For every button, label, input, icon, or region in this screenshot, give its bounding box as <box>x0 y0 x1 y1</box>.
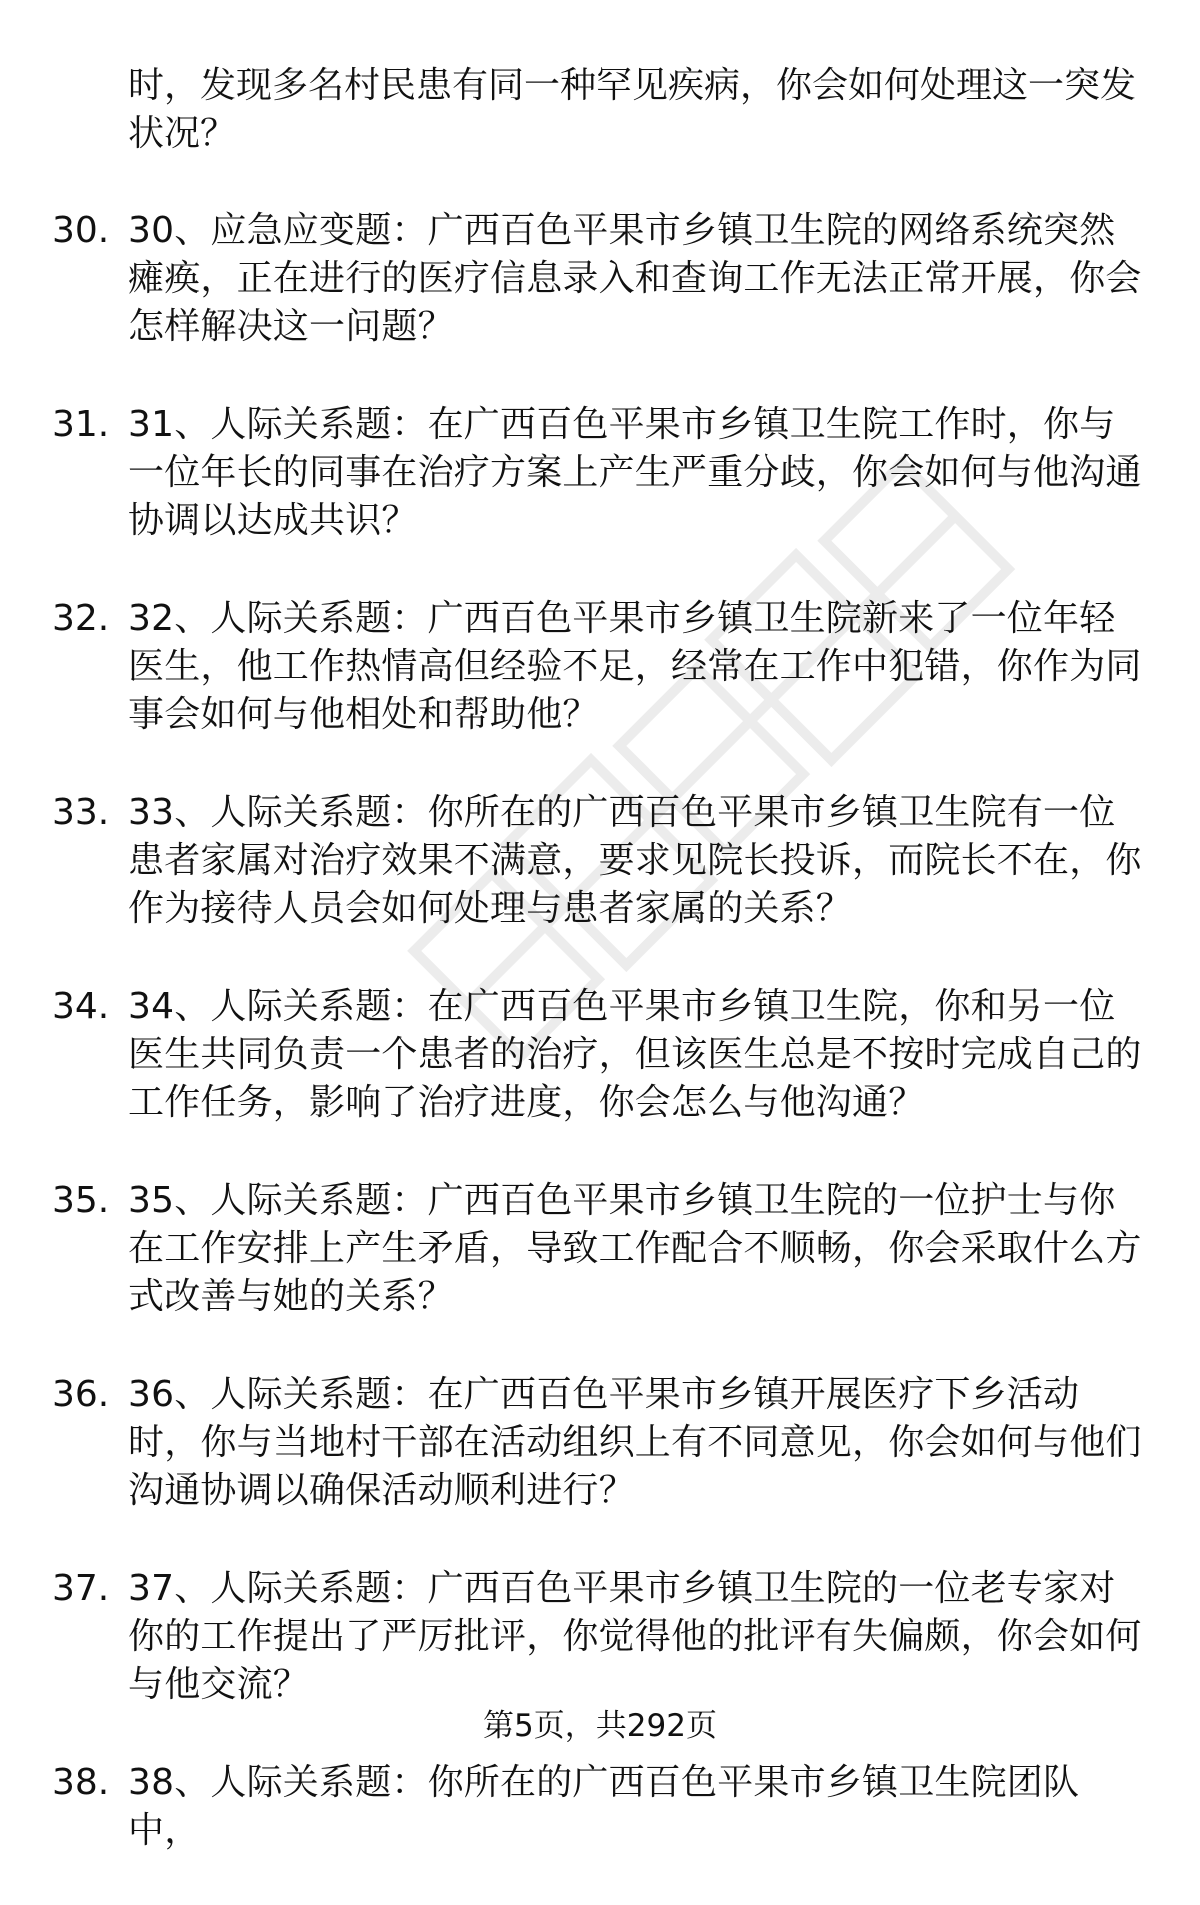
item-number: 32. <box>52 598 110 639</box>
list-item <box>52 401 1150 545</box>
item-number: 36. <box>52 1374 110 1415</box>
item-number: 38. <box>52 1762 110 1803</box>
item-text: 36、人际关系题：在广西百色平果市乡镇开展医疗下乡活动时，你与当地村干部在活动组织上有不同意见，你会如何与他们沟通协调以确保活动顺利进行？ <box>128 1374 1142 1511</box>
item-number: 33. <box>52 792 110 833</box>
list-item <box>52 789 1150 933</box>
item-number: 31. <box>52 404 110 445</box>
item-text: 32、人际关系题：广西百色平果市乡镇卫生院新来了一位年轻医生，他工作热情高但经验不足，经常在工作中犯错，你作为同事会如何与他相处和帮助他？ <box>128 598 1142 735</box>
item-number: 35. <box>52 1180 110 1221</box>
item-number: 34. <box>52 986 110 1027</box>
item-text: 34、人际关系题：在广西百色平果市乡镇卫生院，你和另一位医生共同负责一个患者的治疗，但该医生总是不按时完成自己的工作任务，影响了治疗进度，你会怎么与他沟通？ <box>128 986 1142 1123</box>
item-text: 30、应急应变题：广西百色平果市乡镇卫生院的网络系统突然瘫痪，正在进行的医疗信息录入和查询工作无法正常开展，你会怎样解决这一问题？ <box>128 210 1142 347</box>
list-item <box>52 1177 1150 1321</box>
question-list <box>52 62 1150 1905</box>
page-number-footer: 第5页，共292页 <box>483 1708 717 1744</box>
item-number: 37. <box>52 1568 110 1609</box>
item-text: 38、人际关系题：你所在的广西百色平果市乡镇卫生院团队中， <box>128 1762 1080 1851</box>
item-text: 37、人际关系题：广西百色平果市乡镇卫生院的一位老专家对你的工作提出了严厉批评，你觉得他的批评有失偏颇，你会如何与他交流？ <box>128 1568 1142 1705</box>
item-number: 30. <box>52 210 110 251</box>
list-item <box>52 595 1150 739</box>
list-item <box>52 207 1150 351</box>
list-item <box>52 1371 1150 1515</box>
continued-question-text: 时，发现多名村民患有同一种罕见疾病，你会如何处理这一突发状况？ <box>128 65 1137 154</box>
item-text: 35、人际关系题：广西百色平果市乡镇卫生院的一位护士与你在工作安排上产生矛盾，导致工作配合不顺畅，你会采取什么方式改善与她的关系？ <box>128 1180 1142 1317</box>
item-text: 33、人际关系题：你所在的广西百色平果市乡镇卫生院有一位患者家属对治疗效果不满意，要求见院长投诉，而院长不在，你作为接待人员会如何处理与患者家属的关系？ <box>128 792 1142 929</box>
list-item <box>52 1565 1150 1709</box>
list-item <box>52 1759 1150 1855</box>
list-item <box>52 983 1150 1127</box>
item-text: 31、人际关系题：在广西百色平果市乡镇卫生院工作时，你与一位年长的同事在治疗方案上产生严重分歧，你会如何与他沟通协调以达成共识？ <box>128 404 1142 541</box>
